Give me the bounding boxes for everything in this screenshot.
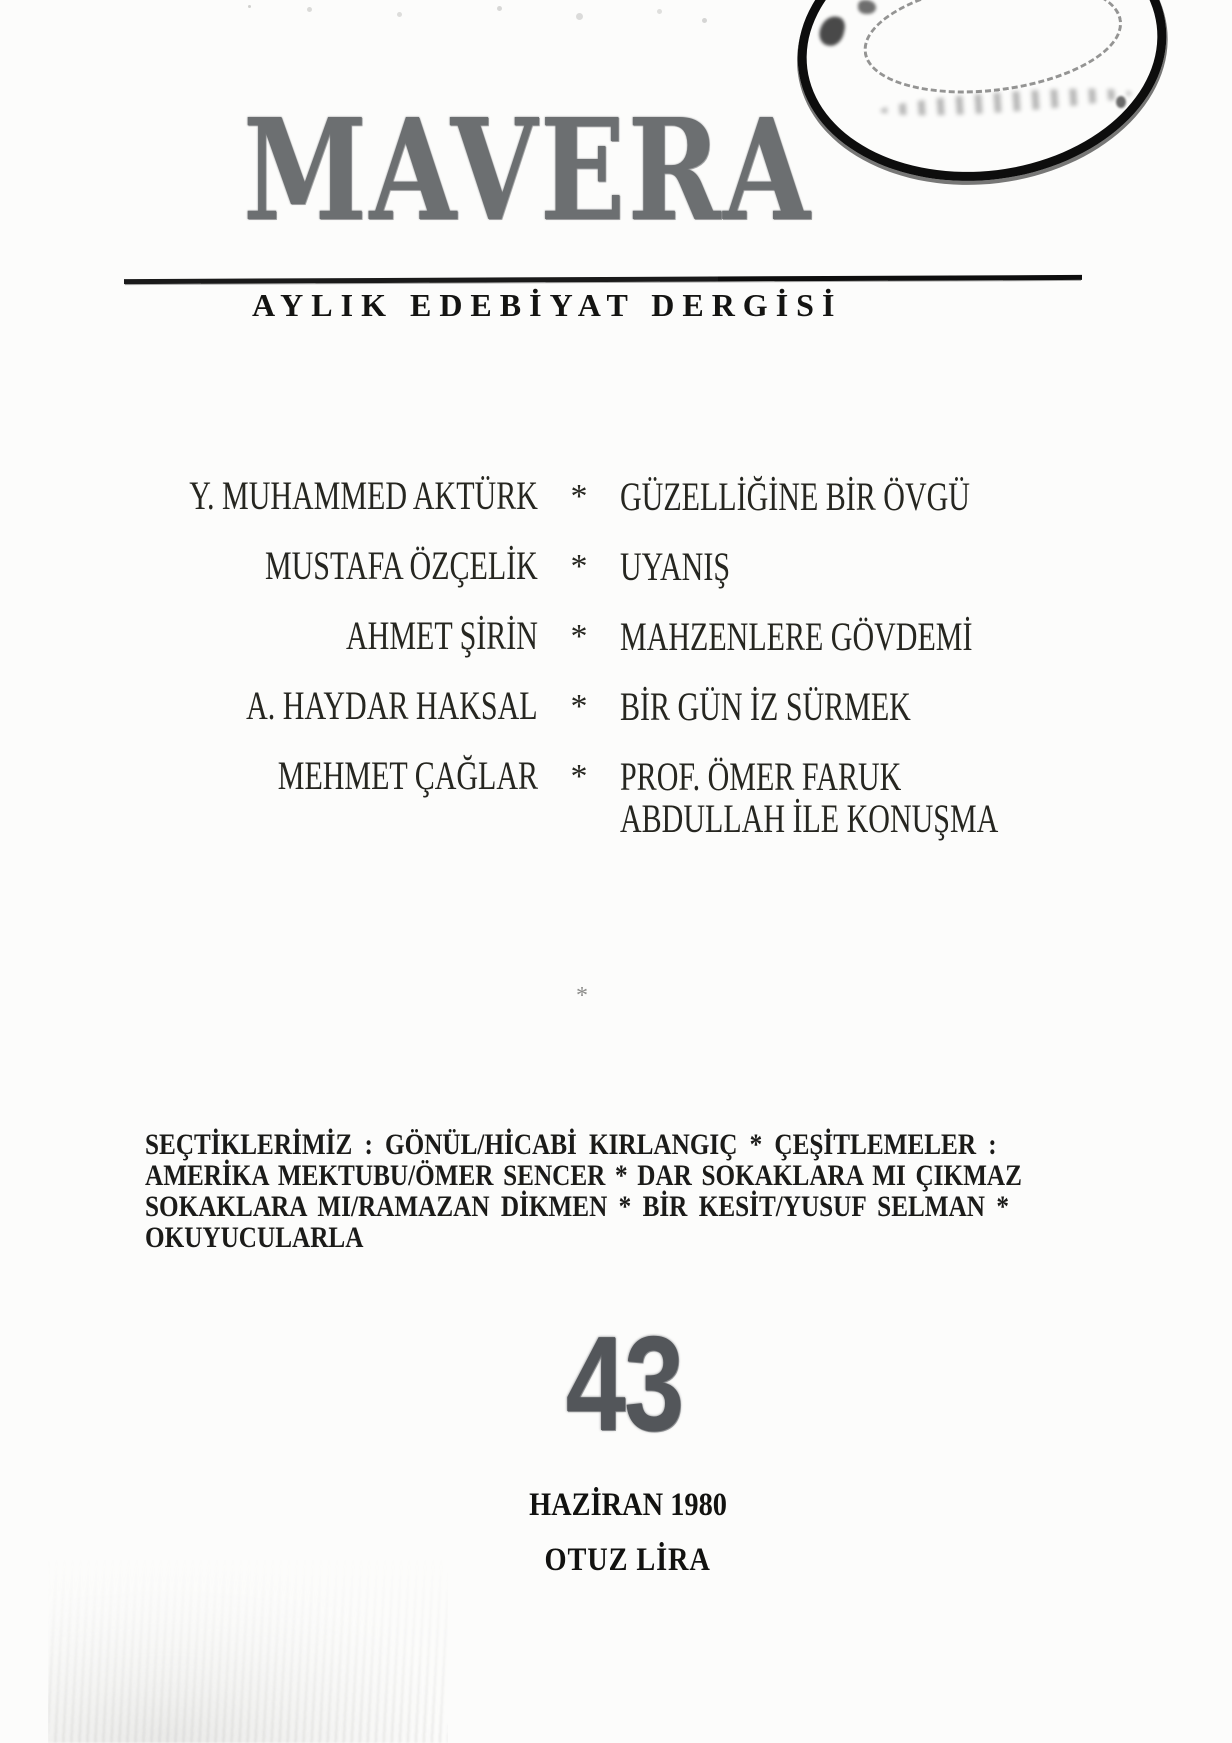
contents-row <box>0 543 1232 616</box>
stamp-smudge-icon <box>858 0 876 14</box>
article-title: UYANIŞ <box>620 544 731 589</box>
article-title: GÜZELLİĞİNE BİR ÖVGÜ <box>620 474 970 519</box>
asterisk-separator: * <box>570 688 588 725</box>
selections-line: AMERİKA MEKTUBU/ÖMER SENCER * DAR SOKAKLARA MI ÇIKMAZ <box>145 1159 1022 1192</box>
issue-number: 43 <box>565 1308 683 1459</box>
contents-row <box>0 683 1232 756</box>
author-name: A. HAYDAR HAKSAL <box>246 683 538 728</box>
magazine-subtitle: AYLIK EDEBİYAT DERGİSİ <box>252 287 843 323</box>
divider-asterisk-icon: * <box>576 983 588 1009</box>
selections-line: SOKAKLARA MI/RAMAZAN DİKMEN * BİR KESİT/YUSUF SELMAN * <box>145 1190 1009 1223</box>
article-title: MAHZENLERE GÖVDEMİ <box>620 614 973 659</box>
magazine-title: MAVERA <box>243 89 813 253</box>
contents-row <box>0 753 1232 841</box>
stamp-smudge-icon <box>1116 96 1126 108</box>
contents-row <box>0 613 1232 686</box>
selections-paragraph <box>145 1129 1045 1253</box>
author-name: MUSTAFA ÖZÇELİK <box>265 543 538 588</box>
article-title: BİR GÜN İZ SÜRMEK <box>620 684 911 729</box>
author-name: MEHMET ÇAĞLAR <box>277 753 538 798</box>
selections-line: SEÇTİKLERİMİZ : GÖNÜL/HİCABİ KIRLANGIÇ * ÇEŞİTLEMELER : <box>145 1128 997 1161</box>
asterisk-separator: * <box>570 758 588 795</box>
asterisk-separator: * <box>570 618 588 655</box>
asterisk-separator: * <box>570 478 588 515</box>
contents-row <box>0 473 1232 546</box>
article-title: PROF. ÖMER FARUK ABDULLAH İLE KONUŞMA <box>620 754 999 841</box>
scan-smudge-artifact <box>48 1556 448 1743</box>
selections-line: OKUYUCULARLA <box>145 1221 364 1254</box>
issue-date: HAZİRAN 1980 <box>529 1487 727 1523</box>
issue-price: OTUZ LİRA <box>544 1542 712 1578</box>
masthead-divider <box>124 275 1082 284</box>
author-name: Y. MUHAMMED AKTÜRK <box>189 473 538 518</box>
stamp-area <box>0 0 1232 260</box>
author-name: AHMET ŞİRİN <box>346 613 538 658</box>
contents-list <box>0 473 1232 841</box>
asterisk-separator: * <box>570 548 588 585</box>
